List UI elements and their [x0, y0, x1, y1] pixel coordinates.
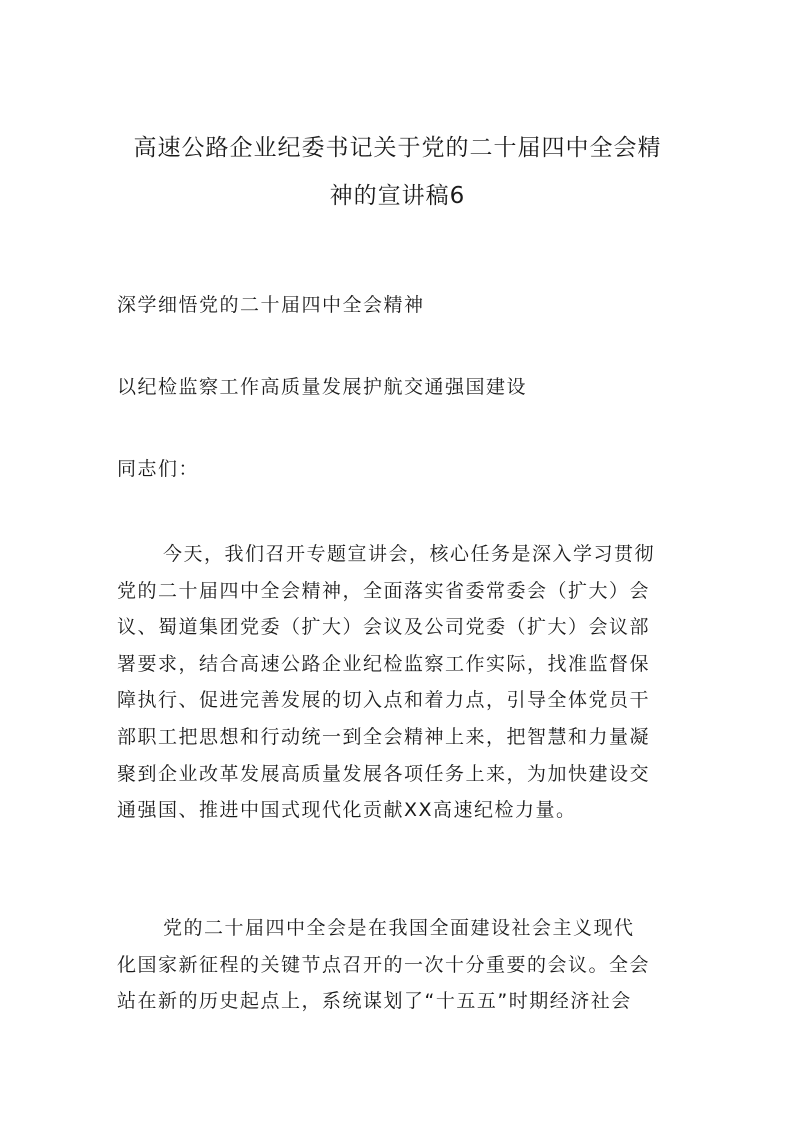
- subtitle-2: 以纪检监察工作高质量发展护航交通强国建设: [117, 376, 528, 398]
- paragraph-line: 站在新的历史起点上，系统谋划了“十五五”时期经济社会: [117, 990, 632, 1013]
- paragraph-2: [117, 910, 682, 1020]
- paragraph-line: 化国家新征程的关键节点召开的一次十分重要的会议。全会: [117, 953, 651, 976]
- paragraph-line: 今天，我们召开专题宣讲会，核心任务是深入学习贯彻: [163, 543, 656, 565]
- paragraph-1: [117, 536, 682, 829]
- paragraph-line: 通强国、推进中国式现代化贡献XX高速纪检力量。: [117, 799, 577, 822]
- paragraph-line: 障执行、促进完善发展的切入点和着力点，引导全体党员干: [117, 689, 651, 712]
- paragraph-line: 党的二十届四中全会精神，全面落实省委常委会（扩大）会: [117, 579, 651, 602]
- subtitle-1: 深学细悟党的二十届四中全会精神: [117, 294, 425, 316]
- title-line-1: 高速公路企业纪委书记关于党的二十届四中全会精: [133, 135, 662, 161]
- paragraph-line: 署要求，结合高速公路企业纪检监察工作实际，找准监督保: [117, 652, 651, 675]
- paragraph-line: 部职工把思想和行动统一到全会精神上来，把智慧和力量凝: [117, 725, 651, 748]
- paragraph-line: 聚到企业改革发展高质量发展各项任务上来，为加快建设交: [117, 762, 651, 785]
- salutation: 同志们：: [117, 458, 200, 480]
- paragraph-line: 议、蜀道集团党委（扩大）会议及公司党委（扩大）会议部: [117, 616, 651, 639]
- paragraph-line: 党的二十届四中全会是在我国全面建设社会主义现代: [163, 917, 635, 939]
- title-line-2: 神的宣讲稿6: [329, 183, 466, 209]
- document-title: [110, 124, 685, 220]
